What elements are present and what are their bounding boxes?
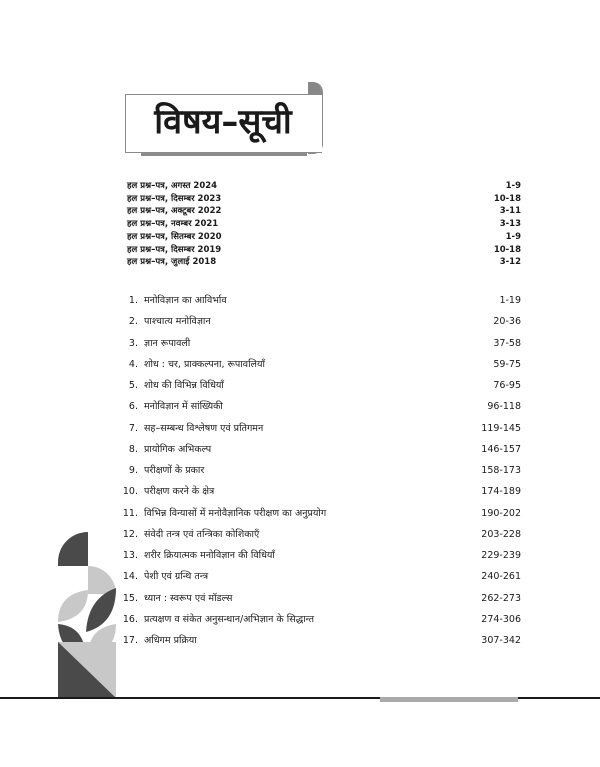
chapter-row [110,420,521,438]
chapter-number: 10. [122,486,138,498]
solved-paper-row [127,193,521,206]
chapter-title: परीक्षणों के प्रकार [144,465,205,476]
solved-paper-pages: 1-9 [505,181,521,191]
chapter-title: विभिन्न विन्यासों में मनोवैज्ञानिक परीक्षण का अनुप्रयोग [144,507,327,519]
chapter-number: 2. [128,316,138,328]
chapter-pages: 20-36 [493,316,521,328]
deco-light-quarter [88,532,116,566]
chapter-number: 4. [128,358,138,370]
solved-paper-label: हल प्रश्न–पत्र, दिसम्बर 2023 [127,193,222,204]
chapter-title: मनोविज्ञान में सांख्यिकी [144,401,223,413]
chapter-row [110,441,521,459]
chapter-title: सह–सम्बन्ध विश्लेषण एवं प्रतिगमन [144,422,264,434]
chapter-title: संवेदी तन्त्र एवं तन्त्रिका कोशिकाएँ [144,528,260,540]
chapter-row [110,483,521,501]
chapter-number: 15. [122,592,138,604]
chapter-number: 9. [128,465,138,476]
chapter-row [110,462,521,480]
chapter-row [110,611,521,629]
solved-paper-row [127,231,521,244]
chapter-number: 5. [128,380,138,391]
solved-paper-label: हल प्रश्न–पत्र, नवम्बर 2021 [127,219,219,230]
footer-accent-bar [380,697,518,702]
chapter-pages: 240-261 [481,571,521,583]
chapter-number: 7. [128,422,138,434]
chapter-title: ध्यान : स्वरूप एवं मॉडल्स [144,592,233,604]
chapter-row [110,313,521,331]
chapter-row [110,526,521,544]
chapter-pages: 96-118 [487,401,521,413]
solved-paper-pages: 3-12 [499,257,521,268]
solved-paper-label: हल प्रश्न–पत्र, दिसम्बर 2019 [127,244,222,255]
chapter-pages: 229-239 [481,550,521,561]
chapter-row [110,335,521,353]
solved-paper-row [127,244,521,257]
chapter-title: पेशी एवं ग्रन्थि तन्त्र [144,571,209,583]
chapter-pages: 59-75 [493,358,521,370]
chapter-pages: 307-342 [481,635,521,646]
chapter-title: अधिगम प्रक्रिया [144,635,197,646]
deco-dark-quarter [58,532,88,566]
chapter-row [110,568,521,586]
solved-paper-label: हल प्रश्न–पत्र, अगस्त 2024 [127,181,218,191]
solved-paper-label: हल प्रश्न–पत्र, अक्टूबर 2022 [127,206,222,217]
chapter-title: शरीर क्रियात्मक मनोविज्ञान की विधियाँ [144,550,275,561]
chapter-row [110,547,521,565]
solved-paper-label: हल प्रश्न–पत्र, सितम्बर 2020 [127,231,222,242]
chapter-number: 13. [122,550,138,561]
deco-light-leaf [58,590,88,622]
chapter-title: शोध की विभिन्न विधियाँ [144,380,224,391]
chapter-row [110,505,521,523]
chapter-title: शोध : चर, प्राक्कल्पना, रूपावलियाँ [144,358,265,370]
chapter-title: ज्ञान रूपावली [144,337,191,349]
chapter-title: मनोविज्ञान का आविर्भाव [144,295,227,306]
chapter-row [110,356,521,374]
chapter-pages: 274-306 [481,613,521,625]
solved-paper-row [127,180,521,193]
chapter-number: 14. [122,571,138,583]
solved-paper-pages: 10-18 [493,244,521,255]
solved-paper-pages: 1-9 [505,231,521,242]
page-title: विषय–सूची [154,102,292,142]
decorative-leaf-graphic [58,532,116,698]
chapter-pages: 262-273 [481,592,521,604]
chapter-number: 1. [128,295,138,306]
chapter-title: परीक्षण करने के क्षेत्र [144,486,215,498]
solved-paper-pages: 3-13 [499,219,521,230]
chapter-title: पाश्चात्य मनोविज्ञान [144,316,211,328]
title-banner-shadow [141,152,307,156]
chapter-number: 3. [128,337,138,349]
chapter-pages: 190-202 [481,507,521,519]
chapter-number: 11. [122,507,138,519]
solved-paper-row [127,205,521,218]
solved-paper-row [127,256,521,269]
chapter-pages: 203-228 [481,528,521,540]
chapter-pages: 158-173 [481,465,521,476]
chapter-pages: 174-189 [481,486,521,498]
chapter-title: प्रत्यक्षण व संकेत अनुसन्धान/अभिज्ञान के सिद्धान्त [144,613,315,625]
chapter-pages: 146-157 [481,443,521,455]
solved-paper-row [127,218,521,231]
chapter-row [110,398,521,416]
chapter-row [110,292,521,310]
chapter-row [110,590,521,608]
chapter-row [110,632,521,650]
solved-paper-label: हल प्रश्न–पत्र, जुलाई 2018 [127,257,217,268]
chapter-pages: 37-58 [493,337,521,349]
chapter-row [110,377,521,395]
chapter-pages: 76-95 [493,380,521,391]
chapter-pages: 119-145 [481,422,521,434]
chapter-number: 6. [128,401,138,413]
chapter-number: 17. [122,635,138,646]
chapter-number: 16. [122,613,138,625]
solved-paper-pages: 3-11 [499,206,521,217]
chapter-number: 12. [122,528,138,540]
chapter-title: प्रायोगिक अभिकल्प [144,443,212,455]
solved-paper-pages: 10-18 [493,193,521,204]
chapter-pages: 1-19 [499,295,521,306]
chapter-number: 8. [128,443,138,455]
